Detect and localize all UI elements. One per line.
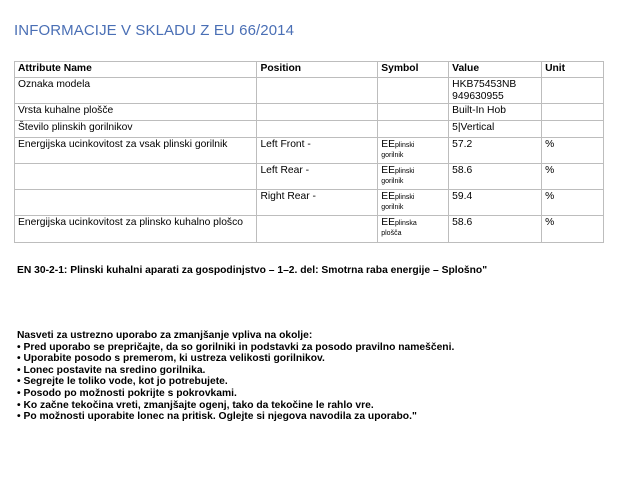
- table-header-row: [15, 62, 604, 78]
- table-row: [15, 78, 604, 104]
- attribute-cell: Energijska ucinkovitost za plinsko kuhalno plošco: [15, 216, 257, 243]
- value-cell: 5|Vertical: [449, 121, 542, 138]
- table-row: [15, 216, 604, 243]
- unit-cell: %: [542, 216, 604, 243]
- advice-item: • Lonec postavite na sredino gorilnika.: [17, 364, 206, 376]
- usage-advice: [17, 330, 454, 423]
- value-cell: 57.2: [449, 138, 542, 164]
- position-cell: [257, 216, 378, 243]
- symbol-sub: plinski: [394, 194, 415, 201]
- header-position: Position: [257, 62, 378, 78]
- symbol-cell: [378, 216, 449, 243]
- position-cell: Right Rear -: [257, 190, 378, 216]
- value-line: HKB75453NB: [452, 79, 517, 90]
- document-title: INFORMACIJE V SKLADU Z EU 66/2014: [14, 22, 295, 39]
- symbol-sub-line2: gorilnik: [381, 178, 404, 185]
- symbol-cell: [378, 138, 449, 164]
- symbol-sub-line2: gorilnik: [381, 152, 404, 159]
- position-cell: [257, 104, 378, 121]
- unit-cell: %: [542, 164, 604, 190]
- symbol-main: EE: [381, 191, 395, 202]
- symbol-main: EE: [381, 165, 395, 176]
- value-line: 949630955: [452, 91, 504, 102]
- symbol-cell: [378, 104, 449, 121]
- table-row: [15, 104, 604, 121]
- standard-reference: EN 30-2-1: Plinski kuhalni aparati za gospodinjstvo – 1–2. del: Smotrna raba energije – Splošno": [17, 265, 488, 276]
- info-table: [14, 61, 604, 243]
- value-cell: [449, 78, 542, 104]
- symbol-sub-line2: gorilnik: [381, 204, 404, 211]
- value-cell: 58.6: [449, 164, 542, 190]
- position-cell: [257, 78, 378, 104]
- position-cell: [257, 121, 378, 138]
- attribute-cell: Število plinskih gorilnikov: [15, 121, 257, 138]
- position-cell: Left Front -: [257, 138, 378, 164]
- symbol-sub-line2: plošča: [381, 230, 402, 237]
- attribute-cell: Oznaka modela: [15, 78, 257, 104]
- symbol-cell: [378, 190, 449, 216]
- unit-cell: %: [542, 138, 604, 164]
- value-cell: 59.4: [449, 190, 542, 216]
- advice-item: • Segrejte le toliko vode, kot jo potrebujete.: [17, 376, 228, 388]
- advice-item: • Pred uporabo se prepričajte, da so gorilniki in podstavki za posodo pravilno nameščeni.: [17, 341, 455, 353]
- attribute-cell: Vrsta kuhalne plošče: [15, 104, 257, 121]
- value-cell: 58.6: [449, 216, 542, 243]
- attribute-cell: Energijska ucinkovitost za vsak plinski gorilnik: [15, 138, 257, 164]
- unit-cell: [542, 121, 604, 138]
- symbol-sub: plinski: [394, 142, 415, 149]
- value-cell: Built-In Hob: [449, 104, 542, 121]
- attribute-cell: [15, 190, 257, 216]
- advice-item: • Uporabite posodo s premerom, ki ustreza velikosti gorilnikov.: [17, 353, 325, 365]
- position-cell: Left Rear -: [257, 164, 378, 190]
- table-row: [15, 121, 604, 138]
- header-value: Value: [449, 62, 542, 78]
- symbol-sub: plinski: [394, 168, 415, 175]
- header-unit: Unit: [542, 62, 604, 78]
- advice-item: • Ko začne tekočina vreti, zmanjšajte ogenj, tako da tekočine le rahlo vre.: [17, 399, 374, 411]
- header-symbol: Symbol: [378, 62, 449, 78]
- table-row: [15, 164, 604, 190]
- advice-item: • Po možnosti uporabite lonec na pritisk. Oglejte si njegova navodila za uporabo.": [17, 411, 417, 423]
- table-row: [15, 138, 604, 164]
- header-attribute: Attribute Name: [15, 62, 257, 78]
- unit-cell: %: [542, 190, 604, 216]
- advice-heading: Nasveti za ustrezno uporabo za zmanjšanje vpliva na okolje:: [17, 330, 313, 341]
- symbol-cell: [378, 121, 449, 138]
- attribute-cell: [15, 164, 257, 190]
- symbol-main: EE: [381, 217, 395, 228]
- symbol-sub: plinska: [394, 220, 417, 227]
- table-row: [15, 190, 604, 216]
- symbol-main: EE: [381, 139, 395, 150]
- unit-cell: [542, 104, 604, 121]
- symbol-cell: [378, 164, 449, 190]
- unit-cell: [542, 78, 604, 104]
- symbol-cell: [378, 78, 449, 104]
- advice-item: • Posodo po možnosti pokrijte s pokrovkami.: [17, 387, 237, 399]
